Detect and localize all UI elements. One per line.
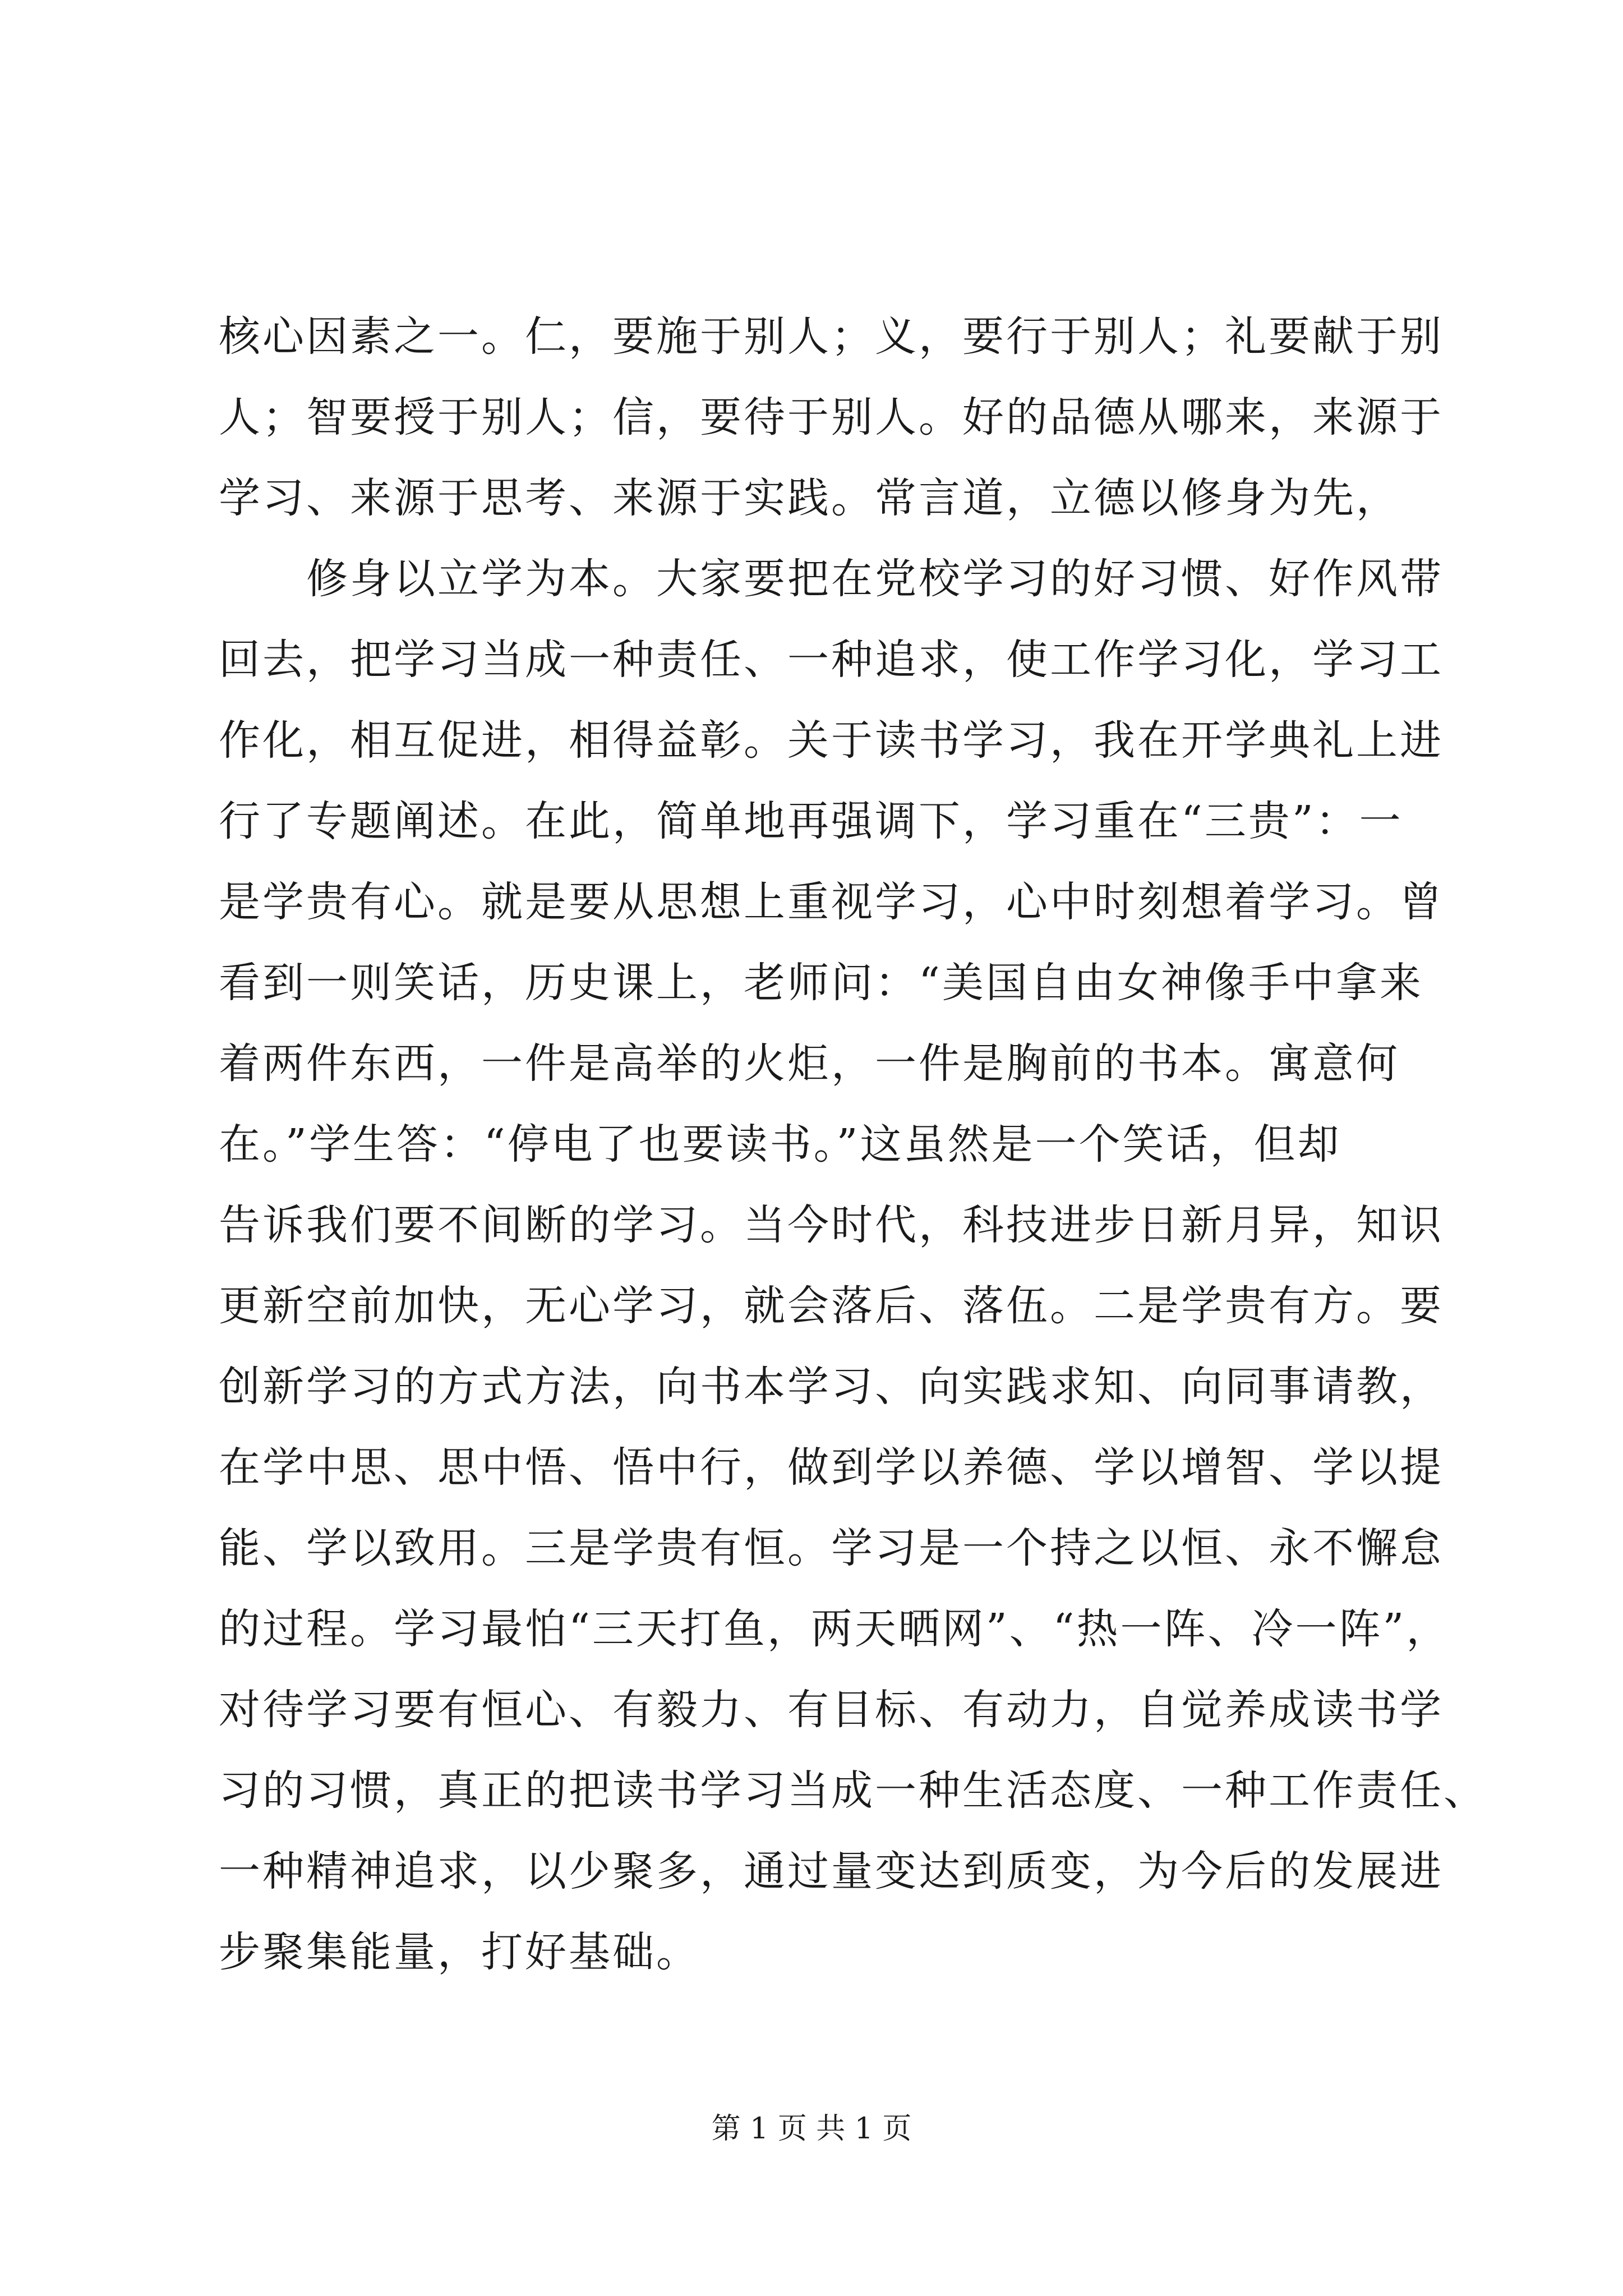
text-line: 看到一则笑话，历史课上，老师问：“美国自由女神像手中拿来	[219, 959, 1423, 1007]
page-indicator: 第 1 页 共 1 页	[711, 2112, 912, 2146]
text-line: 作化，相互促进，相得益彰。关于读书学习，我在开学典礼上进	[219, 716, 1444, 765]
text-line: 修身以立学为本。大家要把在党校学习的好习惯、好作风带	[219, 555, 1444, 603]
text-line: 回去，把学习当成一种责任、一种追求，使工作学习化，学习工	[219, 636, 1444, 684]
page-footer	[0, 2105, 1623, 2147]
text-line: 习的习惯，真正的把读书学习当成一种生活态度、一种工作责任、	[219, 1766, 1487, 1815]
text-line: 人；智要授于别人；信，要待于别人。好的品德从哪来，来源于	[219, 393, 1444, 441]
text-line: 能、学以致用。三是学贵有恒。学习是一个持之以恒、永不懈怠	[219, 1524, 1444, 1572]
text-line: 行了专题阐述。在此，简单地再强调下，学习重在“三贵”：一	[219, 797, 1403, 845]
text-line: 在。”学生答：“停电了也要读书。”这虽然是一个笑话，但却	[219, 1120, 1341, 1168]
text-line: 步聚集能量，打好基础。	[219, 1928, 700, 1976]
text-line: 是学贵有心。就是要从思想上重视学习，心中时刻想着学习。曾	[219, 878, 1444, 926]
text-line: 一种精神追求，以少聚多，通过量变达到质变，为今后的发展进	[219, 1847, 1444, 1895]
body-text	[219, 296, 1487, 1993]
text-line: 在学中思、思中悟、悟中行，做到学以养德、学以增智、学以提	[219, 1443, 1444, 1492]
text-line: 告诉我们要不间断的学习。当今时代，科技进步日新月异，知识	[219, 1201, 1444, 1249]
text-line: 着两件东西，一件是高举的火炬，一件是胸前的书本。寓意何	[219, 1039, 1400, 1088]
text-line: 核心因素之一。仁，要施于别人；义，要行于别人；礼要献于别	[219, 312, 1444, 361]
text-line: 创新学习的方式方法，向书本学习、向实践求知、向同事请教，	[219, 1363, 1444, 1411]
text-line: 对待学习要有恒心、有毅力、有目标、有动力，自觉养成读书学	[219, 1686, 1444, 1734]
text-line: 学习、来源于思考、来源于实践。常言道，立德以修身为先，	[219, 474, 1400, 522]
text-line: 的过程。学习最怕“三天打鱼，两天晒网”、“热一阵、冷一阵”，	[219, 1605, 1450, 1653]
text-line: 更新空前加快，无心学习，就会落后、落伍。二是学贵有方。要	[219, 1282, 1444, 1330]
